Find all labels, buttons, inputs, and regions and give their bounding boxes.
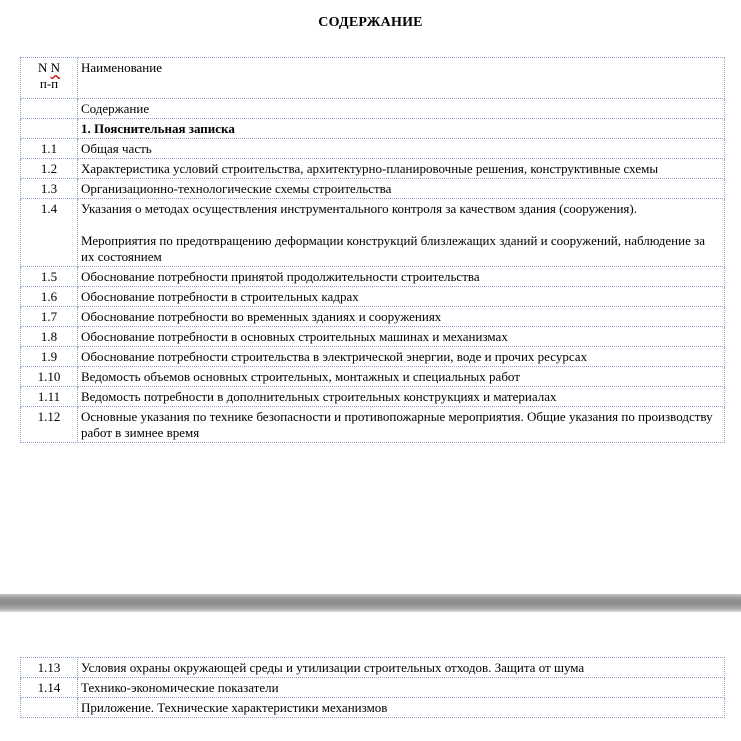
- table-row: [21, 99, 725, 119]
- row-name: Обоснование потребности принятой продолжительности строительства: [78, 267, 725, 287]
- row-number: 1.3: [21, 179, 78, 199]
- table-row: [21, 179, 725, 199]
- row-number: 1.10: [21, 367, 78, 387]
- row-number: 1.2: [21, 159, 78, 179]
- table-row: [21, 199, 725, 267]
- section-heading: 1. Пояснительная записка: [78, 119, 725, 139]
- row-number: 1.6: [21, 287, 78, 307]
- table-row: [21, 119, 725, 139]
- table-row: [21, 347, 725, 367]
- row-name: Общая часть: [78, 139, 725, 159]
- table-row: [21, 327, 725, 347]
- page-break-separator: [0, 594, 741, 612]
- row-name: Технико-экономические показатели: [78, 678, 725, 698]
- row-name: Ведомость объемов основных строительных, монтажных и специальных работ: [78, 367, 725, 387]
- table-row: [21, 267, 725, 287]
- table-row: [21, 658, 725, 678]
- table-row: [21, 387, 725, 407]
- table-row: [21, 678, 725, 698]
- row-number: 1.12: [21, 407, 78, 443]
- row-name: Обоснование потребности строительства в электрической энергии, воде и прочих ресурсах: [78, 347, 725, 367]
- row-number: [21, 99, 78, 119]
- row-number: [21, 698, 78, 718]
- header-name-cell: Наименование: [78, 58, 725, 99]
- row-number: 1.5: [21, 267, 78, 287]
- row-name: Обоснование потребности в строительных кадрах: [78, 287, 725, 307]
- row-number: 1.7: [21, 307, 78, 327]
- row-number: 1.4: [21, 199, 78, 267]
- row-number: 1.8: [21, 327, 78, 347]
- page-title: СОДЕРЖАНИЕ: [318, 15, 423, 30]
- header-number-n-underlined: N: [50, 60, 61, 75]
- table-header-row: [21, 58, 725, 99]
- table-row: [21, 159, 725, 179]
- row-name: Обоснование потребности во временных зданиях и сооружениях: [78, 307, 725, 327]
- header-number-pp: п-п: [39, 76, 59, 91]
- contents-table-continued: [20, 657, 725, 718]
- row-number: [21, 119, 78, 139]
- header-number-cell: [21, 58, 78, 99]
- contents-table: [20, 57, 725, 443]
- row-name: Основные указания по технике безопасности и противопожарные мероприятия. Общие указания по производству работ в зимнее время: [78, 407, 725, 443]
- row-name: Ведомость потребности в дополнительных строительных конструкциях и материалах: [78, 387, 725, 407]
- row-name: Характеристика условий строительства, архитектурно-планировочные решения, конструктивные схемы: [78, 159, 725, 179]
- row-name-part-1: Указания о методах осуществления инструментального контроля за качеством здания (сооружения).: [81, 201, 637, 216]
- table-row: [21, 307, 725, 327]
- table-row: [21, 287, 725, 307]
- row-name: [78, 199, 725, 267]
- row-number: 1.9: [21, 347, 78, 367]
- row-name-part-2: Мероприятия по предотвращению деформации конструкций близлежащих зданий и сооружений, наблюдение за их состоянием: [81, 233, 706, 264]
- row-name: Приложение. Технические характеристики механизмов: [78, 698, 725, 718]
- row-number: 1.14: [21, 678, 78, 698]
- document-page-2: [0, 612, 741, 741]
- row-name: Организационно-технологические схемы строительства: [78, 179, 725, 199]
- row-name: Обоснование потребности в основных строительных машинах и механизмах: [78, 327, 725, 347]
- table-row: [21, 407, 725, 443]
- row-number: 1.13: [21, 658, 78, 678]
- header-number-n: N: [37, 60, 48, 75]
- row-name: Условия охраны окружающей среды и утилизации строительных отходов. Защита от шума: [78, 658, 725, 678]
- row-name: Содержание: [78, 99, 725, 119]
- row-number: 1.1: [21, 139, 78, 159]
- row-number: 1.11: [21, 387, 78, 407]
- table-row: [21, 139, 725, 159]
- table-row: [21, 367, 725, 387]
- table-row: [21, 698, 725, 718]
